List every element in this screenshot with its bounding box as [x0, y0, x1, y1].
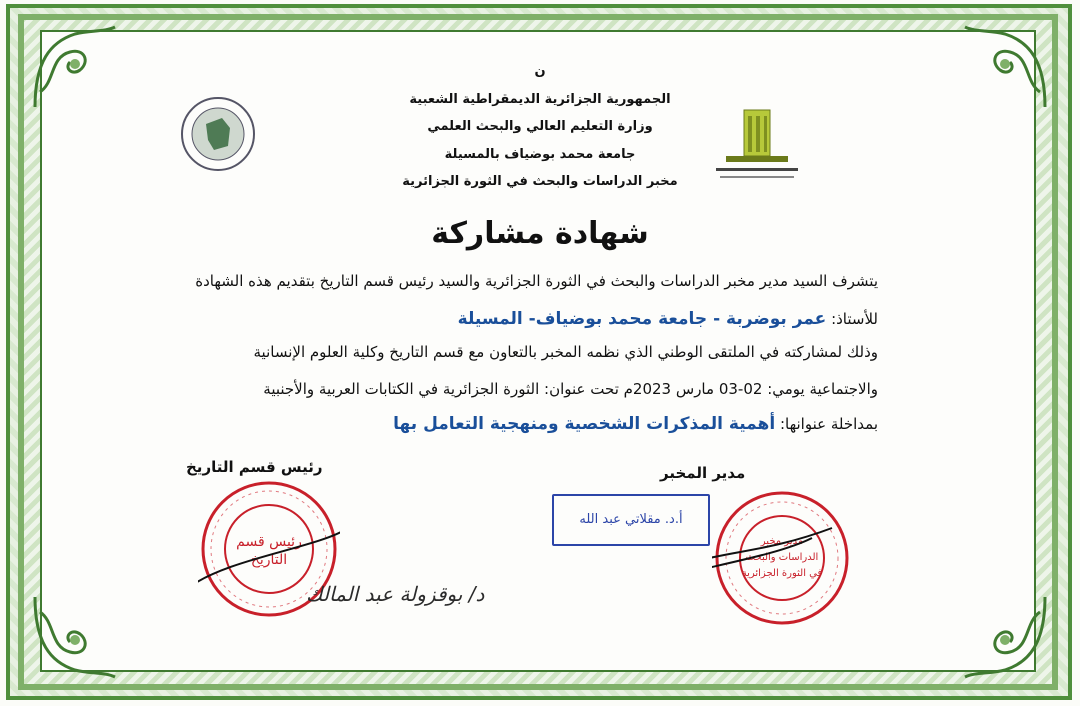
body-line-date: والاجتماعية يومي: 02-03 مارس 2023م تحت عنوان: الثورة الجزائرية في الكتابات العربية والأجنبية	[263, 380, 878, 398]
ornament-corner-icon	[960, 592, 1050, 682]
director-name-stamp: أ.د. مقلاتي عبد الله	[552, 494, 710, 546]
ornament-corner-icon	[960, 22, 1050, 112]
ornament-corner-icon	[30, 592, 120, 682]
ornament-corner-icon	[30, 22, 120, 112]
laboratory-seal-icon	[712, 488, 852, 628]
university-logo-icon	[712, 106, 802, 184]
department-head-label: رئيس قسم التاريخ	[186, 458, 323, 476]
header-ministry: وزارة التعليم العالي والبحث العلمي	[427, 119, 653, 134]
certificate-title: شهادة مشاركة	[431, 216, 649, 251]
header-republic: الجمهورية الجزائرية الديمقراطية الشعبية	[409, 92, 671, 107]
svg-text:في الثورة الجزائرية: في الثورة الجزائرية	[741, 568, 823, 579]
paper-title: أهمية المذكرات الشخصية ومنهجية التعامل بها	[393, 414, 776, 434]
body-line-intro: يتشرف السيد مدير مخبر الدراسات والبحث في الثورة الجزائرية والسيد رئيس قسم التاريخ بتقديم هذه الشهادة	[195, 272, 878, 290]
body-line-recipient	[458, 309, 878, 329]
body-line-paper	[393, 414, 878, 434]
recipient-name: عمر بوضربة - جامعة محمد بوضياف- المسيلة	[457, 309, 827, 329]
director-label: مدير المخبر	[660, 464, 746, 482]
body-line-event: وذلك لمشاركته في الملتقى الوطني الذي نظمه المخبر بالتعاون مع قسم التاريخ وكلية العلوم الإنسانية	[253, 343, 878, 361]
header-mark: ن	[534, 64, 546, 79]
lab-logo-icon	[178, 94, 258, 174]
svg-text:الدراسات والبحث: الدراسات والبحث	[745, 552, 819, 563]
paper-prefix: بمداخلة عنوانها:	[779, 415, 878, 433]
svg-text:رئيس قسم: رئيس قسم	[236, 534, 302, 550]
header-laboratory: مخبر الدراسات والبحث في الثورة الجزائرية	[402, 174, 678, 189]
svg-text:التاريخ: التاريخ	[250, 552, 288, 568]
header-university: جامعة محمد بوضياف بالمسيلة	[444, 147, 636, 162]
recipient-prefix: للأستاذ:	[831, 310, 878, 328]
handwritten-signature: د/ بوقزولة عبد المالك	[306, 582, 485, 606]
svg-text:مدير مخبر: مدير مخبر	[760, 536, 804, 547]
